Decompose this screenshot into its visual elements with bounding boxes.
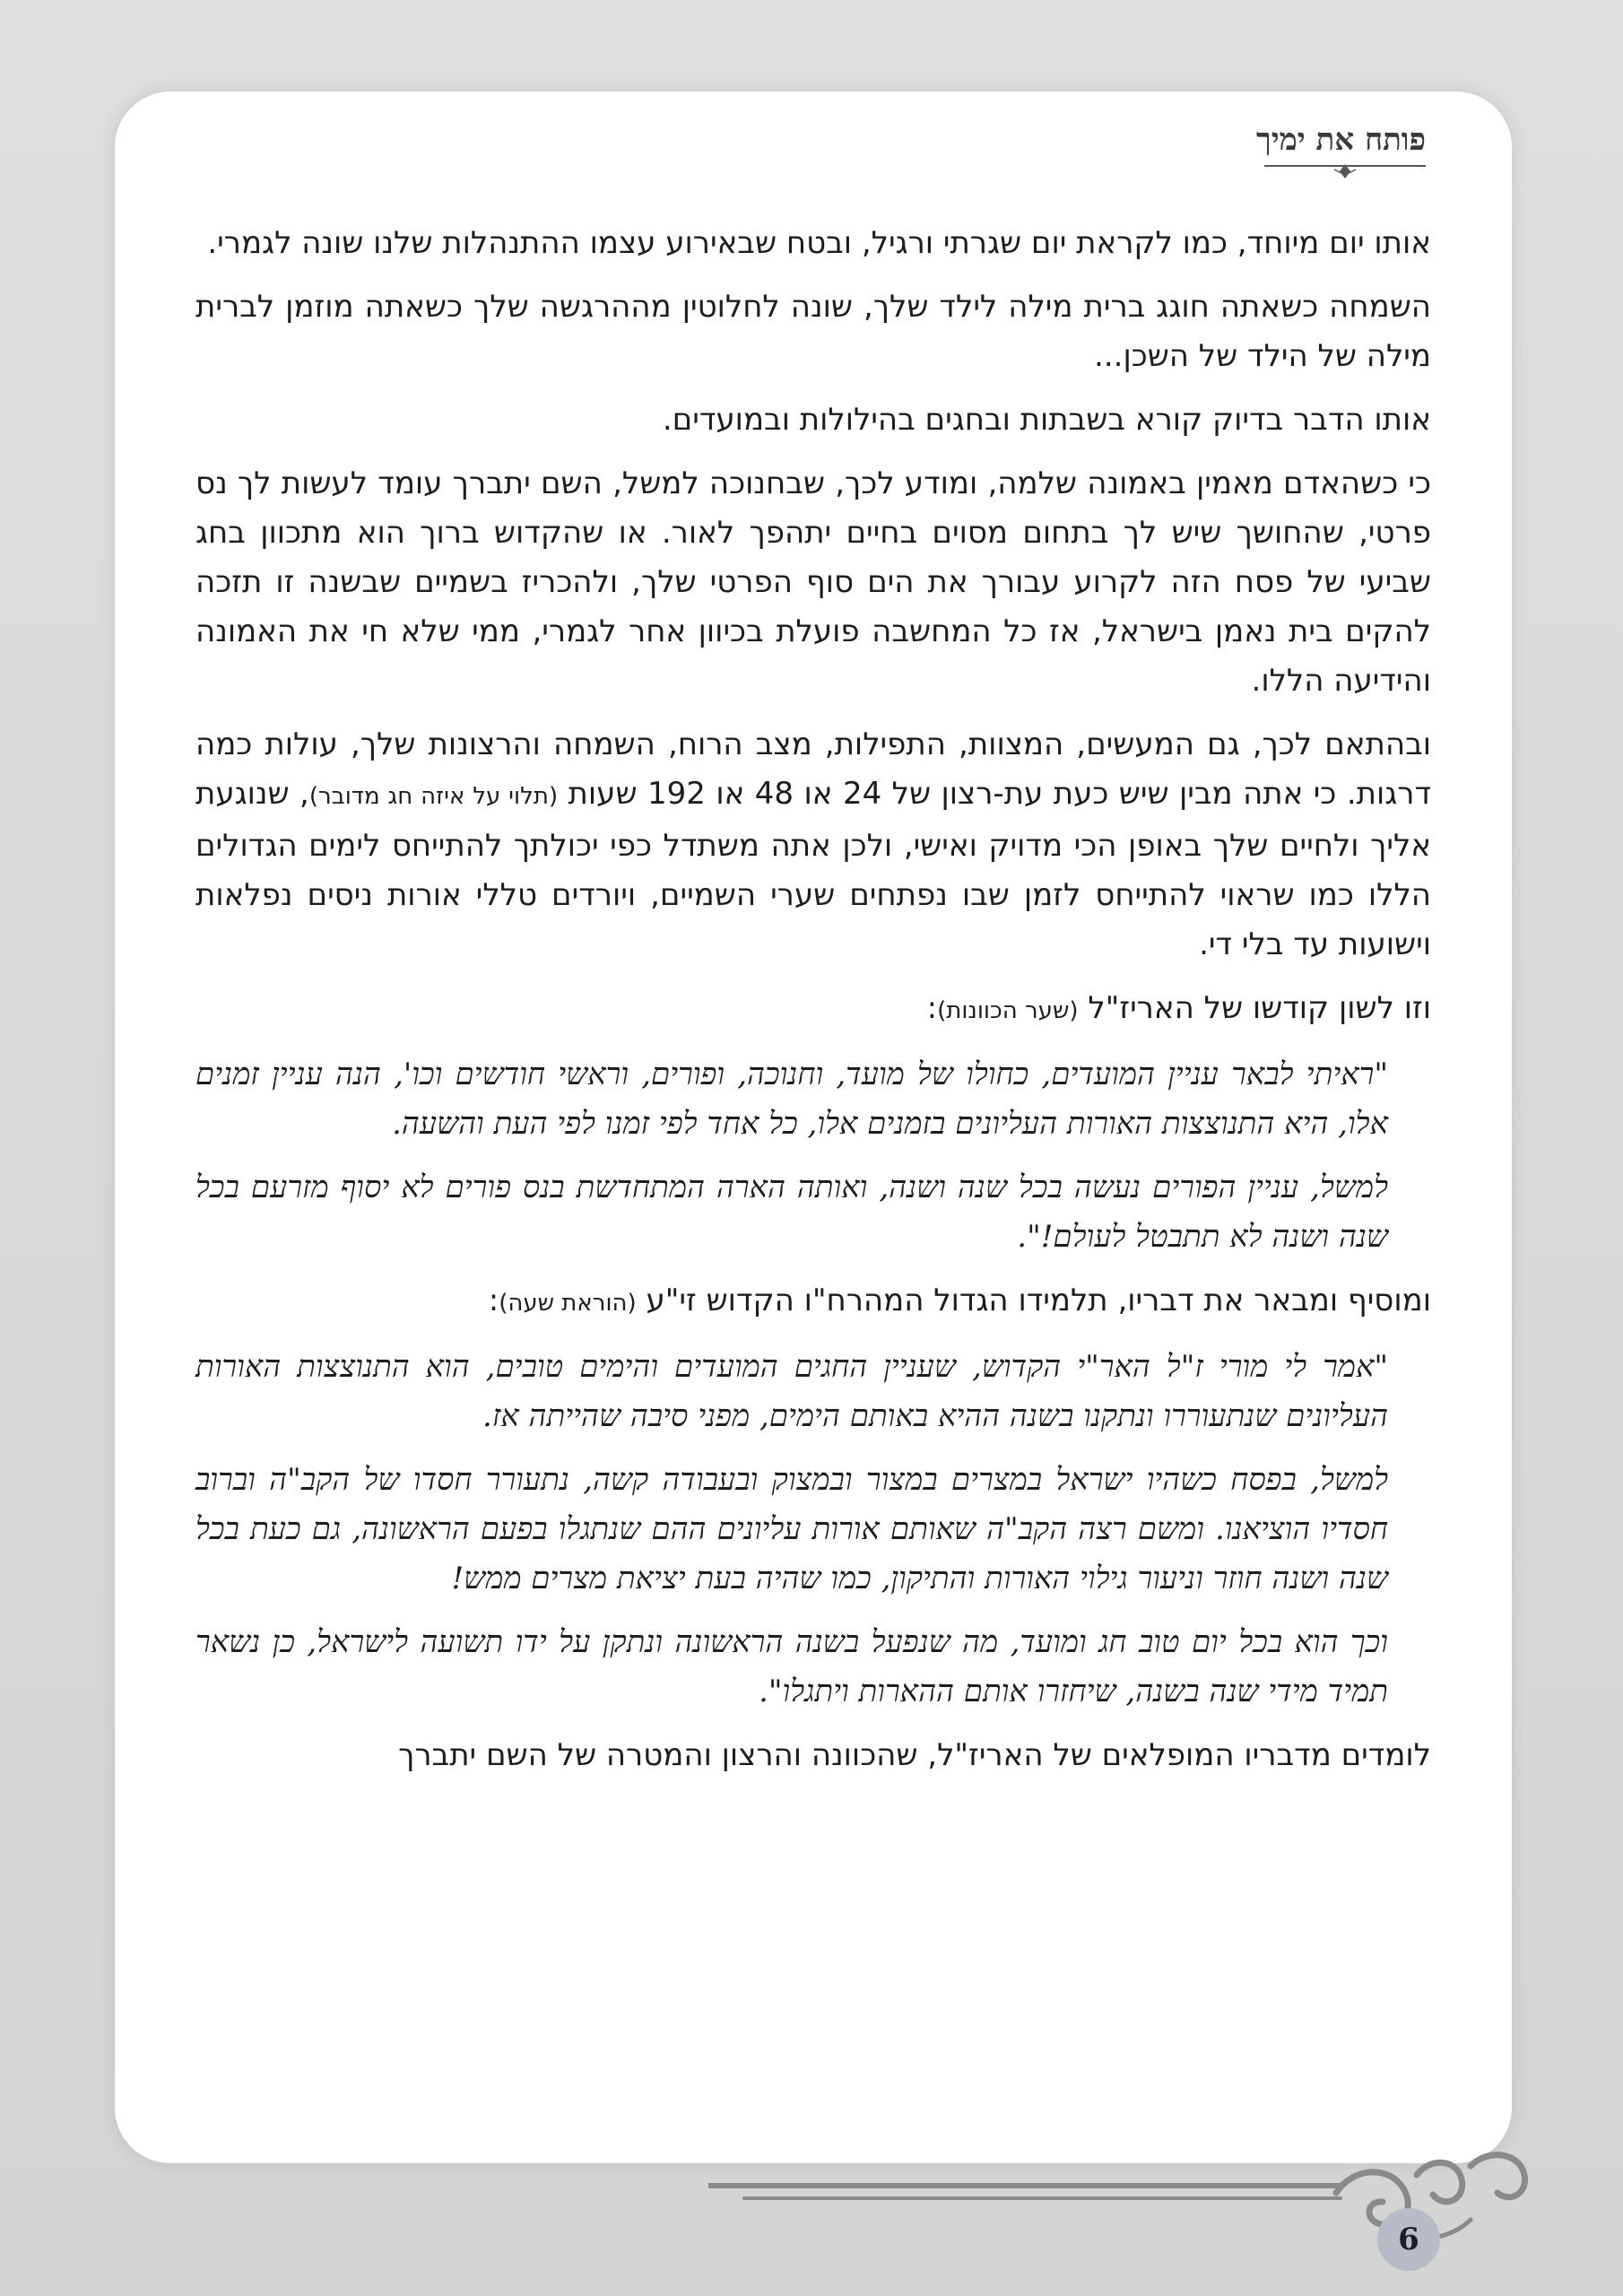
diamond-flourish-icon [1264,161,1426,178]
quote-2a: "אמר לי מורי ז"ל האר"י הקדוש, שעניין החגים המועדים והימים טובים, הוא התנוצצות האורות העליונים שנתעוררו ונתקנו בשנה ההיא באותם הימים, מפני סיבה שהייתה אז. [195,1349,1388,1434]
source-intro-1-colon: : [926,990,938,1026]
quote-1a: "ראיתי לבאר עניין המועדים, כחולו של מועד, וחנוכה, ופורים, וראשי חודשים וכו', הנה עניין זמנים אלו, היא התנוצצות האורות העליונים בזמנים אלו, כל אחד לפי זמנו לפי העת והשעה. [195,1057,1388,1142]
quote-2b: למשל, בפסח כשהיו ישראל במצרים במצור ובמצוק ובעבודה קשה, נתעורר חסדו של הקב"ה וברוב חסדיו הוציאנו. ומשם רצה הקב"ה שאותם אורות עליונים ההם שנתגלו בפעם הראשונה, גם כעת בכל שנה ושנה חוזר וניעור גילוי האורות והתיקון, כמו שהיה בעת יציאת מצרים ממש! [195,1462,1388,1596]
paragraph-4: כי כשהאדם מאמין באמונה שלמה, ומודע לכך, שבחנוכה למשל, השם יתברך עומד לעשות לך נס פרטי, שהחושך שיש לך בתחום מסוים בחיים יתהפך לאור. או שהקדוש ברוך הוא מתכוון בחג שביעי של פסח הזה לקרוע עבורך את הים סוף הפרטי שלך, ולהכריז בשמיים שבשנה זו תזכה להקים בית נאמן בישראל, אז כל המחשבה פועלת בכיוון אחר לגמרי, ממי שלא חי את האמונה והידיעה הללו. [195,465,1431,699]
running-head-title: פותח את ימיך [1256,122,1426,158]
paragraph-2: השמחה כשאתה חוגג ברית מילה לילד שלך, שונה לחלוטין מההרגשה שלך כשאתה מוזמן לברית מילה של הילד של השכן... [195,289,1431,374]
paragraph-5-note: (תלוי על איזה חג מדובר) [308,783,559,810]
paragraph-5-part1: ובהתאם לכך, גם המעשים, המצוות, התפילות, מצב הרוח, השמחה והרצונות שלך, עולות כמה דרגות. כי אתה מבין שיש כעת עת-רצון של 24 או 48 או 192 שעות [195,726,1432,812]
source-intro-1-note: (שער הכוונות) [937,997,1079,1024]
quote-1b: למשל, עניין הפורים נעשה בכל שנה ושנה, ואותה הארה המתחדשת בנס פורים לא יסוף מזרעם בכל שנה ושנה לא תתבטל לעולם!". [195,1170,1388,1255]
body-text [195,219,1431,1795]
source-intro-2-note: (הוראת שעה) [499,1290,637,1317]
page-number: 6 [1377,2208,1440,2271]
paragraph-3: אותו הדבר בדיוק קורא בשבתות ובחגים בהילולות ובמועדים. [662,402,1431,438]
source-intro-2-colon: : [488,1283,499,1318]
paragraph-5-part2: , שנוגעת אליך ולחיים שלך באופן הכי מדויק ואישי, ולכן אתה משתדל כפי יכולתך להתייחס לימים הגדולים הללו כמו שראוי להתייחס לזמן שבו נפתחים שערי השמיים, ויורדים טללי אורות ניסים נפלאות וישועות עד בלי די. [195,776,1431,962]
paragraph-last: לומדים מדבריו המופלאים של האריז"ל, שהכוונה והרצון והמטרה של השם יתברך [398,1737,1431,1773]
source-intro-1 [195,984,1431,1036]
quote-2c: וכך הוא בכל יום טוב חג ומועד, מה שנפעל בשנה הראשונה ונתקן על ידו תשועה לישראל, כן נשאר תמיד מידי שנה בשנה, שיחזרו אותם ההארות ויתגלו". [195,1624,1388,1709]
source-intro-1-text: וזו לשון קודשו של האריז"ל [1088,990,1431,1026]
paragraph-5 [195,720,1431,970]
page-card [115,91,1512,2163]
source-intro-2-text: ומוסיף ומבאר את דבריו, תלמידו הגדול המהרח"ו הקדוש זי"ע [646,1283,1431,1318]
source-intro-2 [195,1276,1431,1328]
running-head [1256,122,1426,178]
paragraph-1: אותו יום מיוחד, כמו לקראת יום שגרתי ורגיל, ובטח שבאירוע עצמו ההתנהלות שלנו שונה לגמרי. [207,225,1431,261]
